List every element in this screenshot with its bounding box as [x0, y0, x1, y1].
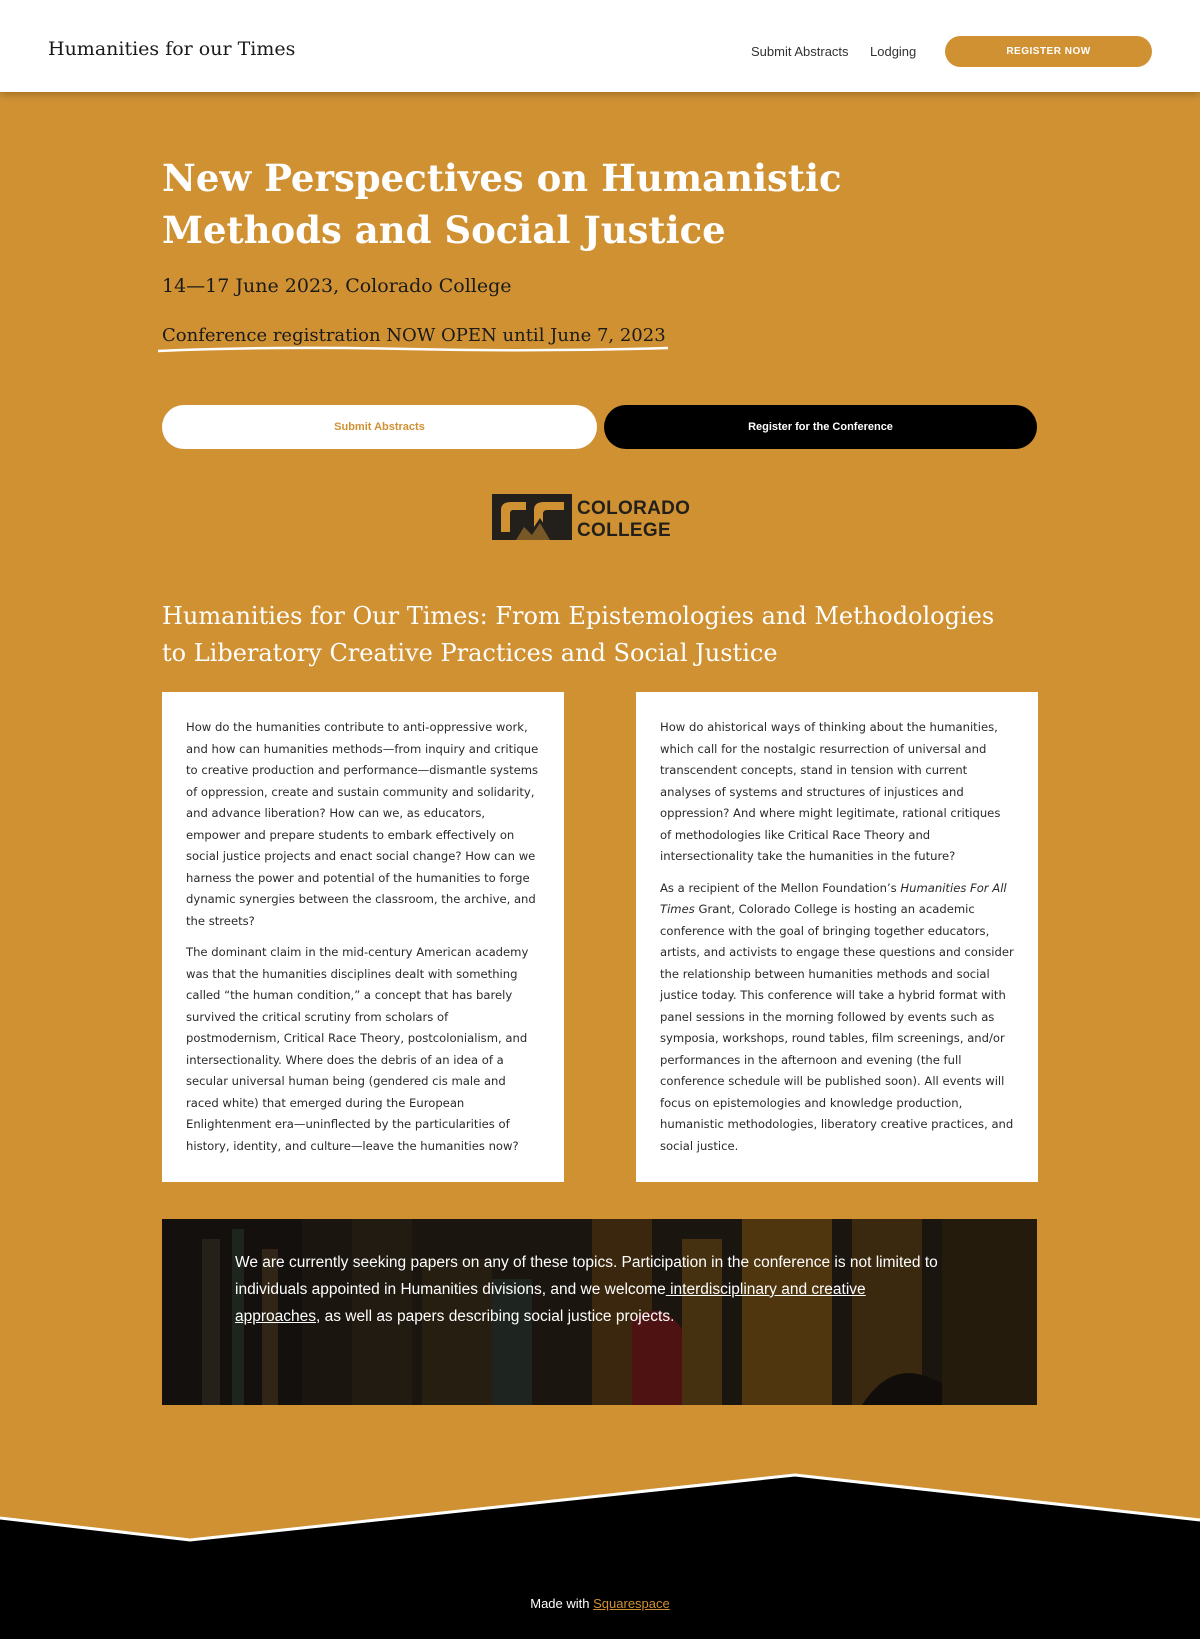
interdisciplinary-link[interactable]: interdisciplinary and creative approaches [235, 1281, 866, 1325]
logo-line2: COLLEGE [577, 520, 671, 541]
footer-credit [0, 1596, 1200, 1611]
site-header [0, 0, 1200, 92]
left-card-paragraph-1: How do the humanities contribute to anti-oppressive work, and how can humanities methods—from inquiry and critique to creative production and performance—dismantle systems of oppression, create and sustain community and solidarity, and advance liberation? How can we, as educators, empower and prepare students to embark effectively on social justice projects and enact social change? How can we harness the power and potential of the humanities to forge dynamic synergies between the classroom, the archive, and the streets? [186, 720, 539, 928]
register-now-button[interactable]: REGISTER NOW [945, 36, 1152, 67]
section-title: Humanities for Our Times: From Epistemologies and Methodologies to Liberatory Creative Practices and Social Justice [162, 602, 995, 667]
site-title[interactable]: Humanities for our Times [48, 38, 296, 60]
right-text-card [636, 692, 1038, 1182]
register-conference-button[interactable]: Register for the Conference [604, 405, 1037, 449]
right-card-p2-before: As a recipient of the Mellon Foundation’s [660, 880, 901, 895]
logo-line1: COLORADO [577, 498, 691, 519]
nav-lodging[interactable]: Lodging [870, 44, 917, 59]
nav-submit-abstracts[interactable]: Submit Abstracts [751, 44, 849, 59]
colorado-college-wordmark [577, 498, 690, 542]
hero-date: 14—17 June 2023, Colorado College [162, 275, 512, 297]
squarespace-link[interactable]: Squarespace [593, 1596, 670, 1611]
banner-text [235, 1249, 955, 1330]
grant-name: Humanities For All Times [660, 880, 1007, 916]
right-card-paragraph-2 [660, 878, 1014, 1158]
right-card-paragraph-1: How do ahistorical ways of thinking about the humanities, which call for the nostalgic resurrection of universal and transcendent concepts, stand in tension with current analyses of systems and structures of injustices and oppression? And where might legitimate, rational critiques of methodologies like Critical Race Theory and intersectionality take the humanities in the future? [660, 720, 1001, 863]
hand-drawn-underline [158, 344, 668, 354]
registration-notice: Conference registration NOW OPEN until June 7, 2023 [162, 325, 666, 346]
hero-title: New Perspectives on Humanistic Methods and Social Justice [162, 156, 842, 252]
banner-text-after: , as well as papers describing social justice projects. [316, 1308, 675, 1325]
right-card-p2-after: Grant, Colorado College is hosting an academic conference with the goal of bringing together educators, artists, and activists to engage these questions and consider the relationship between humanities methods and social justice today. This conference will take a hybrid format with panel sessions in the morning followed by events such as symposia, workshops, round tables, film screenings, and/or performances in the afternoon and evening (the full conference schedule will be published soon). All events will focus on epistemologies and knowledge production, humanistic methodologies, liberatory creative practices, and social justice. [660, 902, 1014, 1153]
call-for-papers-banner [162, 1219, 1037, 1405]
cc-mountain-icon [492, 494, 572, 540]
colorado-college-logo [492, 494, 712, 542]
left-text-card [162, 692, 564, 1182]
left-card-paragraph-2: The dominant claim in the mid-century American academy was that the humanities disciplines dealt with something called “the human condition,” a concept that has barely survived the critical scrutiny from scholars of postmodernism, Critical Race Theory, postcolonialism, and intersectionality. Where does the debris of an idea of a secular universal human being (gendered cis male and raced white) that emerged during the European Enlightenment era—uninflected by the particularities of history, identity, and culture—leave the humanities now? [186, 945, 529, 1153]
footer-background [0, 1470, 1200, 1639]
submit-abstracts-button[interactable]: Submit Abstracts [162, 405, 597, 449]
banner-text-before: We are currently seeking papers on any of these topics. Participation in the conference is not limited to individuals appointed in Humanities divisions, and we welcome [235, 1254, 938, 1298]
footer-made-with: Made with [530, 1596, 594, 1611]
